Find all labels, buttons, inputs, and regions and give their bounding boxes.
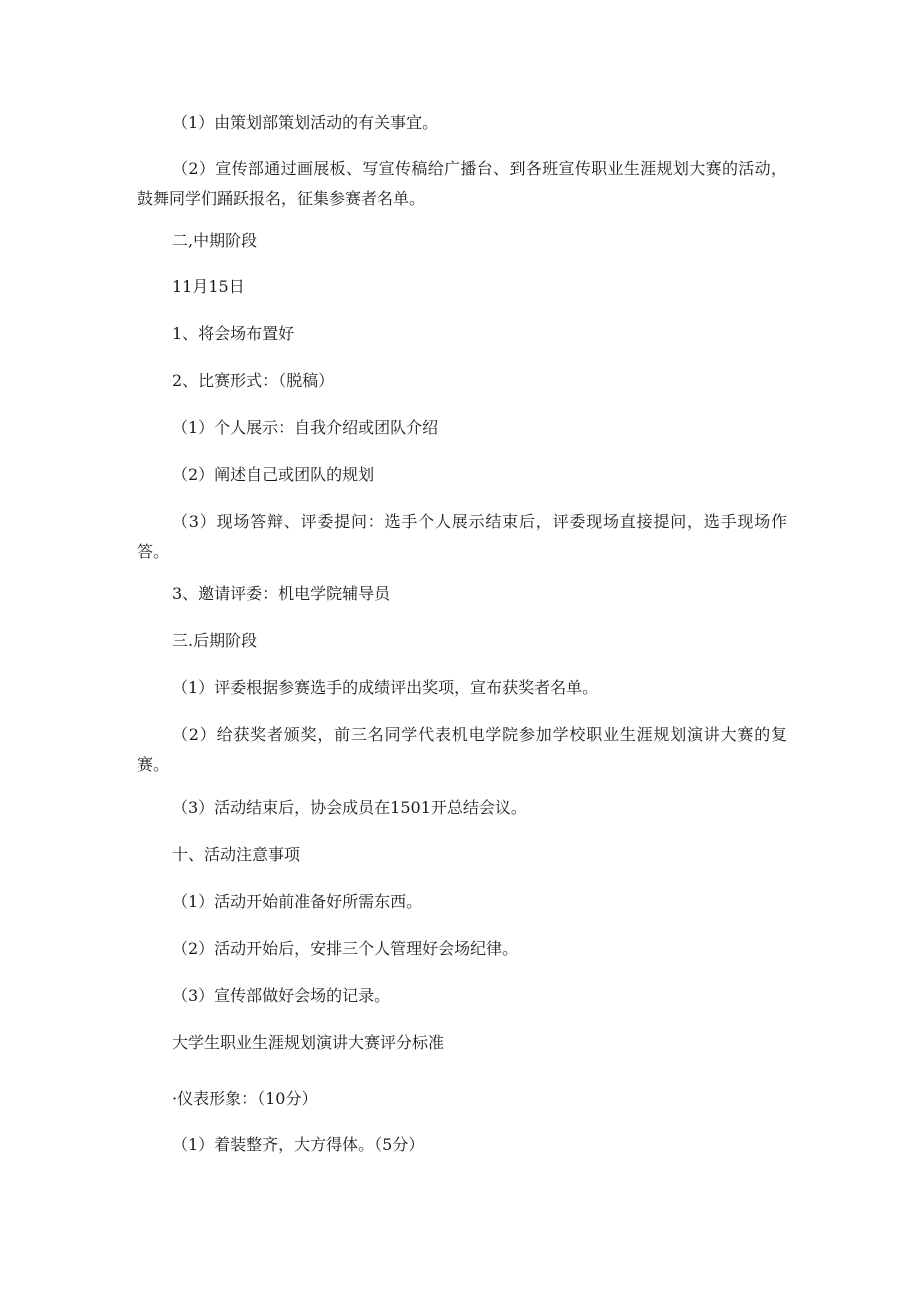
- paragraph-11: （1）评委根据参赛选手的成绩评出奖项，宣布获奖者名单。: [172, 678, 599, 697]
- paragraph-5: 2、比赛形式：（脱稿）: [172, 371, 335, 390]
- paragraph-17: （3）宣传部做好会场的记录。: [172, 986, 391, 1005]
- heading-notes: 十、活动注意事项: [172, 845, 301, 864]
- paragraph-6: （1）个人展示：自我介绍或团队介绍: [172, 418, 439, 437]
- paragraph-1: （1）由策划部策划活动的有关事宜。: [172, 113, 439, 132]
- paragraph-13: （3）活动结束后，协会成员在1501开总结会议。: [172, 798, 527, 817]
- heading-mid-stage: 二,中期阶段: [172, 231, 258, 250]
- paragraph-9: 3、邀请评委：机电学院辅导员: [172, 584, 391, 603]
- paragraph-4: 1、将会场布置好: [172, 324, 295, 343]
- paragraph-date: 11月15日: [172, 277, 245, 296]
- paragraph-2: （2）宣传部通过画展板、写宣传稿给广播台、到各班宣传职业生涯规划大赛的活动，鼓舞同学们踊跃报名，征集参赛者名单。: [137, 159, 787, 208]
- paragraph-8: （3）现场答辩、评委提问：选手个人展示结束后，评委现场直接提问，选手现场作答。: [137, 512, 787, 561]
- paragraph-19: ·仪表形象：（10分）: [172, 1089, 318, 1108]
- paragraph-12: （2）给获奖者颁奖，前三名同学代表机电学院参加学校职业生涯规划演讲大赛的复赛。: [137, 725, 787, 774]
- paragraph-7: （2）阐述自己或团队的规划: [172, 465, 375, 484]
- paragraph-20: （1）着装整齐，大方得体。（5分）: [172, 1135, 425, 1154]
- heading-scoring: 大学生职业生涯规划演讲大赛评分标准: [172, 1033, 445, 1052]
- paragraph-16: （2）活动开始后，安排三个人管理好会场纪律。: [172, 939, 519, 958]
- heading-late-stage: 三.后期阶段: [172, 631, 258, 650]
- paragraph-15: （1）活动开始前准备好所需东西。: [172, 892, 423, 911]
